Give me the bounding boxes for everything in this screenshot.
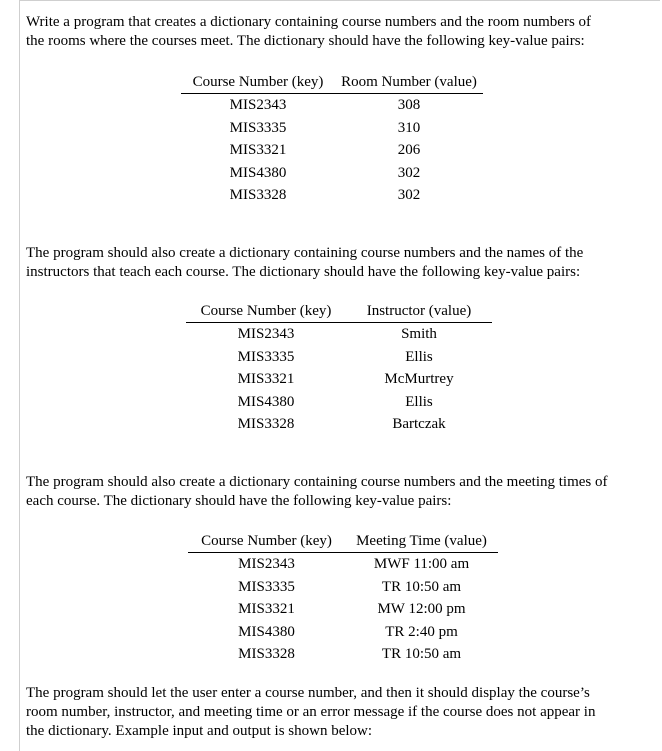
table-row [181,94,483,117]
course-number-cell: MIS4380 [229,164,287,181]
column-header-value: Meeting Time (value) [345,531,498,553]
instructor-cell: McMurtrey [384,371,454,387]
meeting-time-cell: MW 12:00 pm [377,601,466,617]
instructors-paragraph [26,244,651,282]
instructor-cell: Smith [401,326,437,342]
table-header-row [188,531,498,553]
table-row [181,184,483,207]
meeting-times-table [188,531,498,666]
table-row [186,413,492,436]
text-line: each course. The dictionary should have the following key-value pairs: [26,493,452,509]
meeting-time-cell: TR 10:50 am [381,578,462,595]
course-number-cell: MIS3335 [229,119,287,136]
table-row [181,139,483,162]
meeting-time-cell: MWF 11:00 am [373,556,470,572]
text-line: Write a program that creates a dictionary containing course numbers and the room numbers of [26,14,592,30]
table-row [186,323,492,346]
table-header-row [181,72,483,94]
meeting-times-paragraph [26,473,651,511]
course-number-cell: MIS3328 [237,416,295,432]
text-line: The program should also create a dictionary containing course numbers and the names of the [26,245,584,261]
table-row [188,598,498,621]
column-header-key: Course Number (key) [188,531,345,553]
column-header-value: Instructor (value) [346,301,492,323]
room-number-cell: 206 [397,142,421,158]
course-number-cell: MIS3328 [238,646,295,662]
course-number-cell: MIS3335 [238,578,295,595]
course-number-cell: MIS2343 [229,97,287,113]
table-row [186,368,492,391]
room-number-cell: 308 [397,97,421,113]
column-header-key: Course Number (key) [186,301,346,323]
intro-paragraph [26,13,651,51]
text-line: room number, instructor, and meeting time or an error message if the course does not appear in [26,704,596,720]
course-number-cell: MIS3328 [229,187,287,203]
text-line: The program should let the user enter a course number, and then it should display the course’s [26,685,590,701]
table-row [188,553,498,576]
course-number-cell: MIS2343 [238,556,295,572]
instructor-cell: Ellis [405,393,433,410]
column-header-key: Course Number (key) [181,72,335,94]
table-row [188,643,498,666]
instructor-cell: Ellis [405,348,433,365]
table-row [181,117,483,140]
text-line: The program should also create a dictionary containing course numbers and the meeting times of [26,474,608,490]
text-line: the rooms where the courses meet. The dictionary should have the following key-value pairs: [26,33,585,49]
course-number-cell: MIS2343 [237,326,295,342]
table-row [181,162,483,185]
meeting-time-cell: TR 10:50 am [381,646,462,662]
course-number-cell: MIS3335 [237,348,295,365]
rooms-table [181,72,483,207]
instructor-cell: Bartczak [392,416,446,432]
table-row [186,391,492,414]
room-number-cell: 302 [397,164,421,181]
meeting-time-cell: TR 2:40 pm [385,623,458,640]
column-header-value: Room Number (value) [335,72,483,94]
text-line: instructors that teach each course. The dictionary should have the following key-value pairs: [26,264,581,280]
instructors-table [186,301,492,436]
closing-paragraph [26,684,651,741]
table-row [188,576,498,599]
table-row [186,346,492,369]
table-row [188,621,498,644]
course-number-cell: MIS3321 [229,142,287,158]
course-number-cell: MIS3321 [238,601,295,617]
room-number-cell: 310 [397,119,421,136]
course-number-cell: MIS3321 [237,371,295,387]
table-header-row [186,301,492,323]
room-number-cell: 302 [397,187,421,203]
text-line: the dictionary. Example input and output is shown below: [26,723,373,739]
course-number-cell: MIS4380 [238,623,295,640]
course-number-cell: MIS4380 [237,393,295,410]
